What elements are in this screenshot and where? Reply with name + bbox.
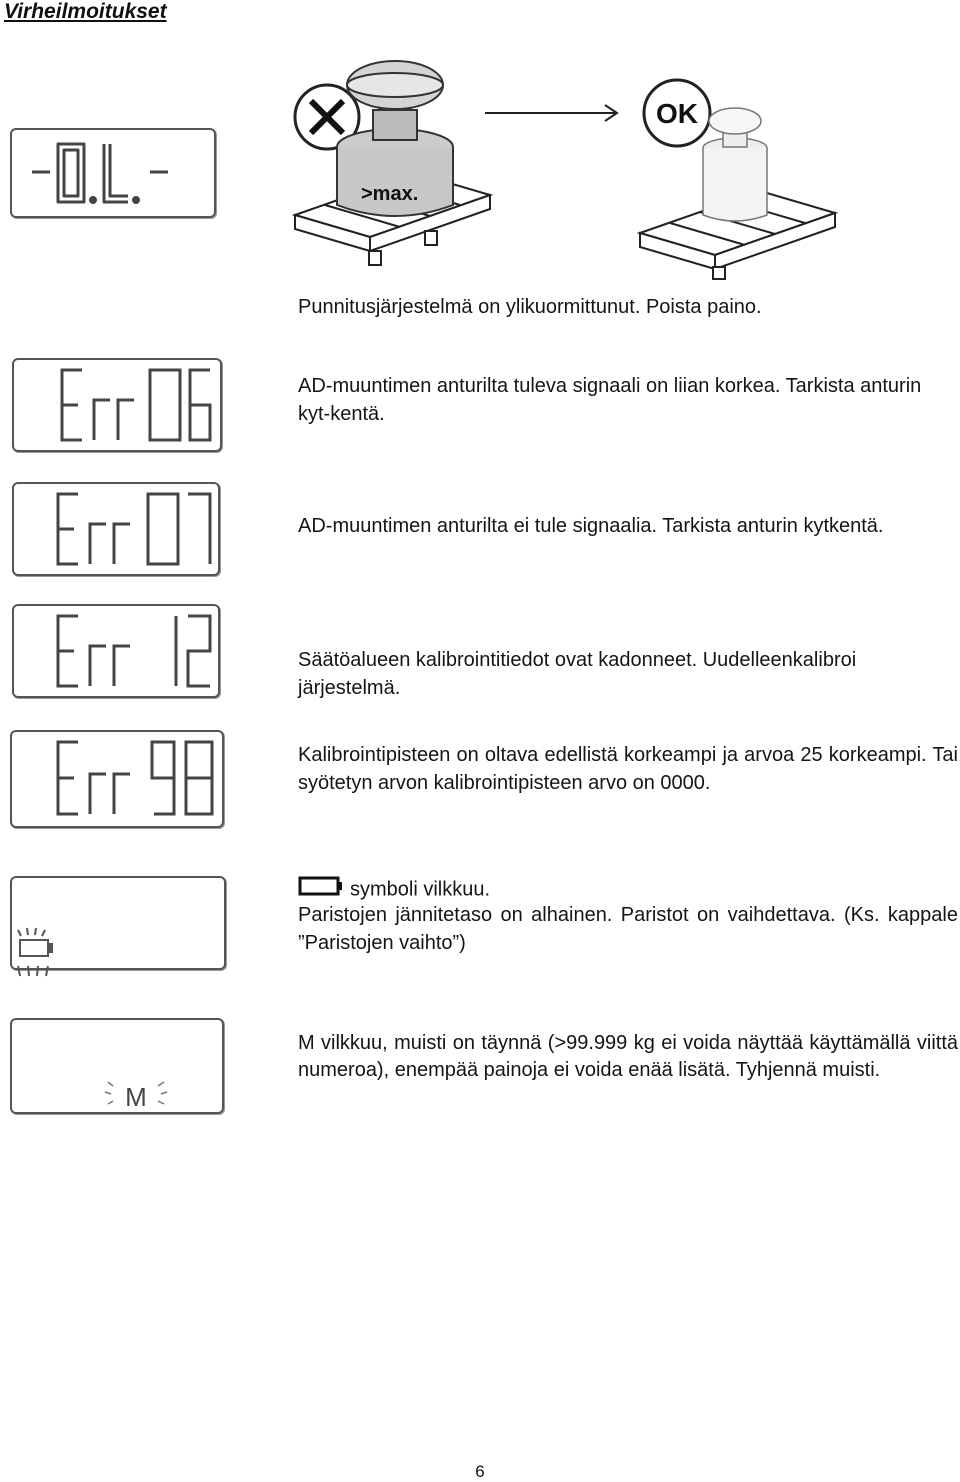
overload-display-graphic	[12, 130, 214, 216]
err98-message-line1: Kalibrointipisteen on oltava edellistä korkeampi ja arvoa 25 korkeampi. Tai	[298, 744, 958, 766]
memory-message-line2: numeroa), enempää painoja ei voida enää lisätä. Tyhjennä muisti.	[298, 1059, 881, 1081]
err12-display-graphic	[14, 606, 218, 696]
battery-message-line1: Paristojen jännitetaso on alhainen. Paristot on vaihdettava. (Ks. kappale	[298, 904, 958, 926]
err98-message-line2: syötetyn arvon kalibrointipisteen arvo on 0000.	[298, 772, 711, 794]
err06-message	[298, 372, 958, 428]
light-weight-graphic	[703, 108, 767, 221]
battery-message-line2: ”Paristojen vaihto”)	[298, 932, 466, 954]
overload-illustration	[285, 55, 845, 280]
lcd-display-overload	[10, 128, 216, 218]
lcd-display-memory	[10, 1018, 224, 1114]
lcd-display-err06	[12, 358, 222, 452]
memory-message-line1: M vilkkuu, muisti on täynnä (>99.999 kg ei voida näyttää käyttämällä viittä	[298, 1032, 958, 1054]
err07-message: AD-muuntimen anturilta ei tule signaalia. Tarkista anturin kytkentä.	[298, 515, 884, 537]
arrow-right-icon	[485, 105, 617, 121]
err07-display-graphic	[14, 484, 218, 574]
ok-circle-icon	[644, 80, 710, 146]
lcd-display-err12	[12, 604, 220, 698]
err12-message: Säätöalueen kalibrointitiedot ovat kadonneet. Uudelleenkalibroi järjestelmä.	[298, 649, 857, 699]
lcd-display-err07	[12, 482, 220, 576]
lcd-display-err98	[10, 730, 224, 828]
memory-display-graphic	[12, 1020, 222, 1112]
page-number: 6	[475, 1462, 485, 1481]
battery-symbol-text: symboli vilkkuu.	[350, 878, 491, 901]
battery-low-icon	[18, 928, 52, 956]
overload-message: Punnitusjärjestelmä on ylikuormittunut. Poista paino.	[298, 296, 762, 318]
err06-display-graphic	[14, 360, 220, 450]
memory-symbol: M	[125, 1082, 147, 1112]
err06-message-text: AD-muuntimen anturilta tuleva signaali on liian korkea. Tarkista anturin kyt-kentä.	[298, 375, 922, 425]
err98-display-graphic	[12, 732, 222, 826]
overload-label: >max.	[361, 183, 419, 205]
page-heading: Virheilmoitukset	[4, 0, 167, 23]
lcd-display-battery	[10, 876, 226, 970]
ok-label: OK	[656, 98, 698, 129]
battery-display-graphic	[12, 878, 224, 968]
battery-flash-marks	[14, 962, 54, 982]
